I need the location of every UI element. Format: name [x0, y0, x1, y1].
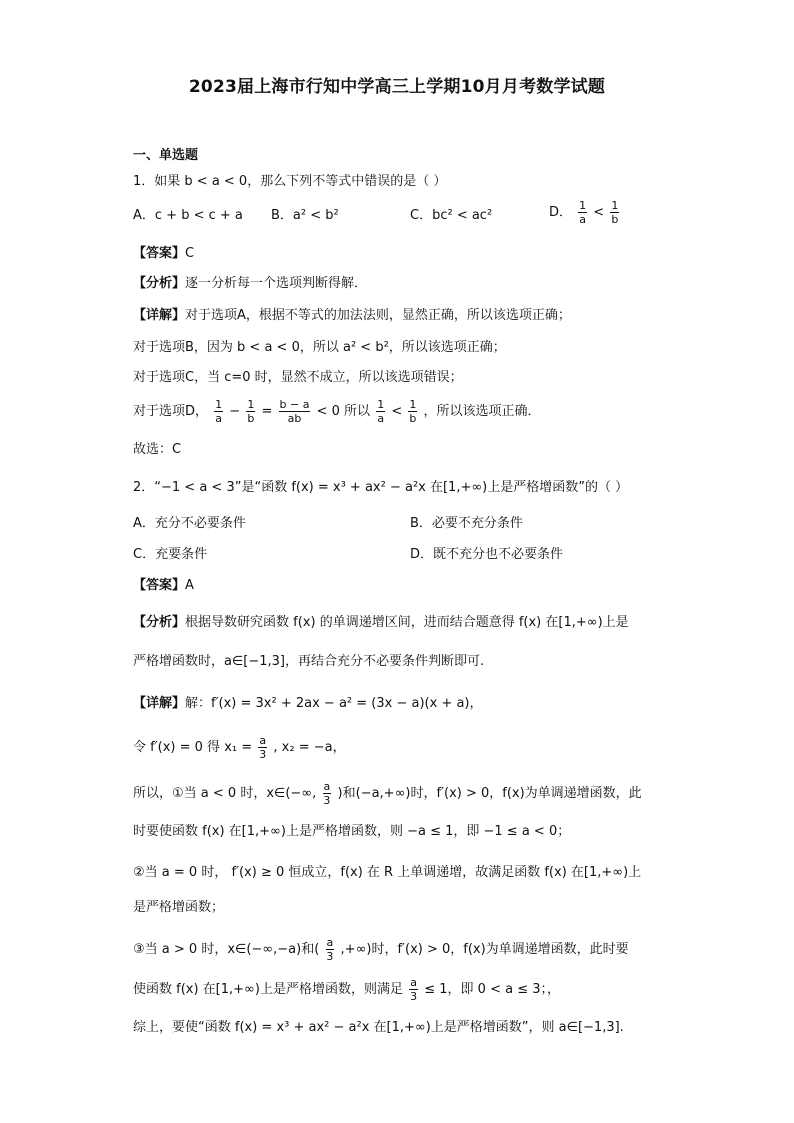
q2-detail-6: 是严格增函数； [133, 900, 225, 915]
fraction: $\frac{1}{a}$ [579, 199, 587, 226]
fraction: $\frac{1}{a}$ [215, 398, 223, 425]
answer-tag: 【答案】 [133, 246, 186, 261]
fraction: $\frac{1}{a}$ [377, 398, 385, 425]
q1-analysis: 【分析】逐一分析每一个选项判断得解． [133, 276, 368, 291]
answer-value: A [185, 578, 194, 593]
detail-tag: 【详解】 [133, 308, 186, 323]
fraction: $\frac{b - a}{ab}$ [279, 398, 310, 425]
q1-detail-3: 对于选项C，当 c=0 时，显然不成立，所以该选项错误； [133, 370, 463, 385]
analysis-tag: 【分析】 [133, 615, 186, 630]
fraction: $\frac{a}{3}$ [323, 780, 331, 807]
answer-tag: 【答案】 [133, 578, 186, 593]
q1-answer [133, 244, 194, 264]
fraction: $\frac{1}{b}$ [611, 199, 619, 226]
q1-option-c: C．bc² < ac² [410, 208, 493, 223]
q2-stem: 2．“−1 < a < 3”是“函数 f(x) = x³ + ax² − a²x 在[1,+∞)上是严格增函数”的（ ） [133, 480, 629, 495]
q2-option-d: D．既不充分也不必要条件 [410, 547, 564, 562]
page-title: 2023届上海市行知中学高三上学期10月月考数学试题 [188, 77, 606, 97]
q2-detail-9: 综上，要使“函数 f(x) = x³ + ax² − a²x 在[1,+∞)上是严格增函数”，则 a∈[−1,3]. [133, 1020, 624, 1035]
q1-choice: 故选：C [133, 442, 182, 457]
fraction: $\frac{1}{b}$ [247, 398, 255, 425]
answer-value: C [185, 246, 195, 261]
q1-detail-4: 对于选项D， $\frac{1}{a}$ − $\frac{1}{b}$ = $\frac{b - a}{ab}$ < 0 所以 $\frac{1}{a}$ < $\frac{1}{b}$ ，所以该选项正确． [133, 398, 541, 425]
q2-detail-4: 时要使函数 f(x) 在[1,+∞)上是严格增函数，则 −a ≤ 1，即 −1 ≤ a < 0； [133, 824, 571, 839]
fraction: $\frac{a}{3}$ [410, 976, 418, 1003]
q1-option-d-label: D． [549, 205, 573, 220]
q1-option-b: B．a² < b² [271, 208, 339, 223]
less-than: < [593, 205, 605, 220]
fraction: $\frac{a}{3}$ [259, 734, 267, 761]
q2-option-b: B．必要不充分条件 [410, 516, 523, 531]
analysis-tag: 【分析】 [133, 276, 186, 291]
q2-analysis-1: 【分析】根据导数研究函数 f(x) 的单调递增区间，进而结合题意得 f(x) 在[1,+∞)上是 [133, 615, 629, 630]
q1-detail-2: 对于选项B，因为 b < a < 0，所以 a² < b²，所以该选项正确； [133, 340, 506, 355]
q2-detail-3: 所以，①当 a < 0 时，x∈(−∞, $\frac{a}{3}$ )和(−a,+∞)时，f′(x) > 0，f(x)为单调递增函数，此 [133, 780, 642, 807]
q1-stem: 1．如果 b < a < 0，那么下列不等式中错误的是（ ） [133, 174, 447, 189]
q2-detail-2: 令 f′(x) = 0 得 x₁ = $\frac{a}{3}$ , x₂ = −a， [133, 734, 346, 761]
q1-option-a: A．c + b < c + a [133, 208, 243, 223]
q2-detail-7: ③当 a > 0 时，x∈(−∞,−a)和( $\frac{a}{3}$ ,+∞)时，f′(x) > 0，f(x)为单调递增函数，此时要 [133, 936, 629, 963]
q2-option-c: C．充要条件 [133, 547, 208, 562]
q2-option-a: A．充分不必要条件 [133, 516, 246, 531]
q2-analysis-2: 严格增函数时，a∈[−1,3]，再结合充分不必要条件判断即可. [133, 654, 485, 669]
q2-answer [133, 576, 194, 596]
q2-detail-8: 使函数 f(x) 在[1,+∞)上是严格增函数，则满足 $\frac{a}{3}$ ≤ 1，即 0 < a ≤ 3；， [133, 976, 560, 1003]
detail-tag: 【详解】 [133, 696, 186, 711]
fraction: $\frac{a}{3}$ [326, 936, 334, 963]
fraction: $\frac{1}{b}$ [409, 398, 417, 425]
q2-detail-1: 【详解】解：f′(x) = 3x² + 2ax − a² = (3x − a)(x + a)， [133, 696, 483, 711]
q1-detail-1: 【详解】对于选项A，根据不等式的加法法则，显然正确，所以该选项正确； [133, 308, 571, 323]
q1-option-d [549, 199, 621, 226]
q2-detail-5: ②当 a = 0 时， f′(x) ≥ 0 恒成立，f(x) 在 R 上单调递增，故满足函数 f(x) 在[1,+∞)上 [133, 865, 642, 880]
section-heading: 一、单选题 [133, 148, 199, 163]
